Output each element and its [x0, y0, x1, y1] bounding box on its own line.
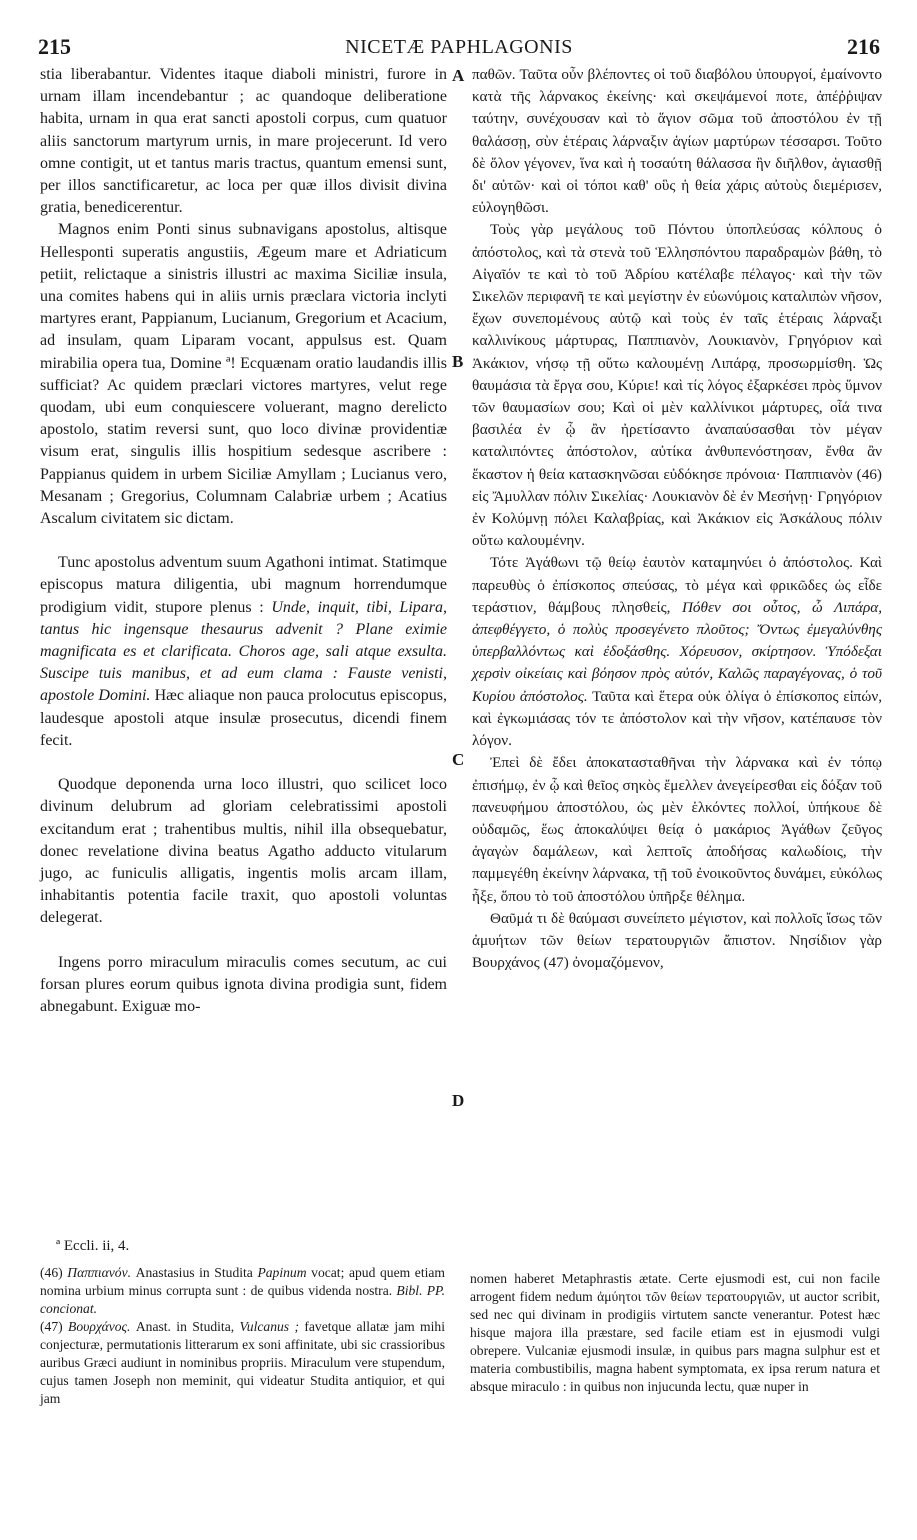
greek-column	[472, 64, 882, 974]
greek-paragraph: Ἐπεὶ δὲ ἔδει ἀποκατασταθῆναι τὴν λάρνακα καὶ ἐν τόπῳ ἐπισήμῳ, ἐν ᾧ καὶ θεῖος σηκὸς ἔμελλεν ἀνεγείρεσθαι εἰς δόξαν τοῦ πανευφήμου ἀποστόλου, ὡς μὲν ἑλκόντες πολλοί, ὑπήκουε δὲ οὐδαμῶς, ἕως ἀποκαλύψει θείᾳ ὁ μακάριος Ἀγάθων ζεῦγος ἀγαγὼν δαμάλεων, καὶ λεπτοῖς ἀποδήσας καλωδίοις, τὴν παμμεγέθη ἐκείνην λάρνακα, τῇ τοῦ ἐνοικοῦντος δυνάμει, εὐκόλως ἦξε, ὅπου τὸ τοῦ ἀποστόλου ὑπῆρξε θέλημα.	[472, 754, 882, 905]
greek-paragraph: παθῶν. Ταῦτα οὖν βλέποντες οἱ τοῦ διαβόλου ὑπουργοί, ἐμαίνοντο κατὰ τῆς λάρνακος ἐκείνης· καὶ σκεψάμενοί ποτε, ἀπέῤῥιψαν ταύτην, συνέχουσαν καὶ τὸ ἅγιον σῶμα τοῦ ἀποστόλου ἐν τῇ θαλάσσῃ, σὺν ἑτέραις λάρναξιν ἁγίων μαρτύρων τέσσαρσι. Τοῦτο δὲ ὅλον γέγονεν, ἵνα καὶ ἡ τοσαύτη θάλασσα ἣν διῆλθον, ἁγιασθῇ δι' αὐτῶν· καὶ οἱ τόποι καθ' οὓς ἡ θεία χάρις αὐτοὺς διεμέρισεν, εὐλογηθῶσι.	[472, 66, 882, 217]
note-text-italic: Vulcanus ;	[239, 1319, 299, 1334]
latin-paragraph: Ingens porro miraculum miraculis comes secutum, ac cui forsan plures eorum quibus ignota divina prodigia sunt, fidem abnegabunt. Exiguæ mo-	[40, 953, 447, 1015]
note-text-italic: Papinum	[257, 1265, 307, 1280]
latin-text: Hæc aliaque non pauca prolocutus episcopus, laudesque apostoli atque insulæ prosecutus, dicendi finem fecit.	[40, 687, 447, 749]
latin-paragraph: Quodque deponenda urna loco illustri, quo scilicet loco divinum delubrum ad gloriam celebratissimi apostoli excitandum erat ; trahentibus multis, nihil illa obsequebatur, donec revelatione divina beatus Agatho adducto vitularum jugo, ac funiculis alligatis, ingentis molis arcam illam, inhabitantis potentia facile traxit, quo apostoli voluntas delegerat.	[40, 776, 447, 927]
greek-text: Ταῦτα καὶ ἕτερα οὐκ ὀλίγα ὁ ἐπίσκοπος εἰπών, καὶ ἐγκωμιάσας τόν τε ἀπόστολον καὶ τὴν νῆσον, κατέπαυσε τὸν λόγον.	[472, 687, 882, 750]
note-text: Anast. in Studita,	[135, 1319, 235, 1334]
note-term: Βουρχάνος.	[68, 1319, 131, 1334]
greek-paragraph	[472, 552, 882, 752]
page-number-left: 215	[38, 34, 71, 59]
note-continuation: nomen haberet Metaphrastis ætate. Certe ejusmodi est, cui non facile arrogent fidem nedum ἀμύητοι τῶν θείων τερατουργιῶν, ut auctor scribit, sed nec qui divinam in prodigiis virtutem sancte venerantur. Potest hæc hisque majora illa præstare, sed facile etiam est in ejusmodi vulgi obrepere. Vulcaniæ ejusmodi insulæ, in quibus pars magna sulphur est et materia combustibilis, magna habent symptomata, ex ipsa rerum natura et absque miraculo : in quibus non injucunda lectu, quæ nuper in	[470, 1271, 880, 1394]
note-47	[40, 1318, 445, 1408]
section-marker-d: D	[452, 1091, 465, 1110]
note-text: vocat; apud quem etiam nomina urbium minus corrupta sunt : de quibus videnda nostra.	[40, 1265, 445, 1298]
note-text: Anastasius in Studita	[135, 1265, 253, 1280]
greek-text: Τότε Ἀγάθωνι τῷ θείῳ ἑαυτὸν καταμηνύει ὁ ἀπόστολος. Καὶ παρευθὺς ὁ ἐπίσκοπος σπεύσας, τὸ μέγα καὶ φρικῶδες ὡς εἶδε τεράστιον, θάμβους πλησθείς,	[472, 554, 882, 616]
latin-paragraph	[40, 552, 447, 752]
note-number: (46)	[40, 1265, 63, 1280]
section-marker-a: A	[452, 66, 465, 85]
footnote-reference: ª Eccli. ii, 4.	[56, 1238, 130, 1254]
latin-paragraph: Magnos enim Ponti sinus subnavigans apostolus, altisque Hellesponti superatis angustiis, Ægeum mare et Adriaticum petiit, relictaque a sinistris illustri ac maxima Siciliæ insula, una comites habens qui in aliis urnis præclara victoria inclyti martyres erant, Pappianum, Lucianum, Gregorium et Acacium, ad insulam, quam Liparam vocant, appulsus est. Quam mirabilia opera tua, Domine ª! Ecquænam oratio laudandis illis sufficiat? Ac quidem præclari victores martyres, velut rege quodam, ubi eum conquiescere voluerant, magno derelicto apostolo, statim reversi sunt, quo loco divinæ providentiæ visum erat, singulis illis hospitium sedesque ascribere : Pappianus quidem in urbem Siciliæ Amyllam ; Lucianus vero, Mesanam ; Gregorius, Columnam Calabriæ urbem ; Acatius Ascalum civitatem sic dictam.	[40, 221, 447, 528]
greek-paragraph: Τοὺς γὰρ μεγάλους τοῦ Πόντου ὑποπλεύσας κόλπους ὁ ἀπόστολος, καὶ τὰ στενὰ τοῦ Ἑλλησπόντου παραδραμὼν βάθη, τὸ Αἰγαῖόν τε καὶ τὸ τοῦ Ἀδρίου κατέλαβε πέλαγος· καὶ τὴν τῶν Σικελῶν περιφανῆ τε καὶ μεγίστην ἐν εὐωνύμοις καταλιπὼν νῆσον, ἔχων συνεπομένους αὐτῷ καὶ τοὺς ἐν ταῖς ἑτέραις λάρναξι καλλινίκους μάρτυρας, Παππιανὸν, Λουκιανὸν, Γρηγόριον καὶ Ἀκάκιον, νήσῳ τῇ οὕτω καλουμένῃ Λιπάρᾳ, προσωρμίσθη. Ὡς θαυμάσια τὰ ἔργα σου, Κύριε! καὶ τίς λόγος ἐξαρκέσει πρὸς ὕμνον τῶν θαυμασίων σου; Καὶ οἱ μὲν καλλίνικοι μάρτυρες, οἷά τινα βασιλέα ἐν ᾧ ἂν ἠρετίσαντο ἀναπαύσασθαι τὸν μέγαν καταλιπόντες ἀπόστολον, αὐτίκα ἀνθυπενόστησαν, ἔνθα ἂν ἕκαστον ἡ θεία κατασκηνῶσαι εὐδόκησε πρόνοια· Παππιανὸν (46) εἰς Ἄμυλλαν πόλιν Σικελίας· Λουκιανὸν δὲ ἐν Μεσήνῃ· Γρηγόριον ἐν Κολύμνῃ πόλει Καλαβρίας, καὶ Ἀκάκιον εἰς Ἀσκάλους πόλιν οὕτω καλουμένην.	[472, 221, 882, 550]
notes-column-left	[40, 1264, 445, 1408]
page-number-right: 216	[847, 34, 880, 59]
note-term: Παππιανόν.	[67, 1265, 132, 1280]
running-title: NICETÆ PAPHLAGONIS	[345, 36, 573, 58]
page-header	[38, 34, 880, 62]
latin-paragraph: stia liberabantur. Videntes itaque diaboli ministri, furore in urnam illam incendebantur ; ac quandoque deliberatione habita, urnam in qua erat sancti apostoli corpus, cum quatuor aliis sanctorum martyrum urnis, in mare projecerunt. Id vero omne contigit, ut et tantus maris tractus, quantum emensi sunt, per illos sanctificaretur, ac loca per quæ illos divisit divina gratia, benedicerentur.	[40, 66, 447, 217]
section-marker-b: B	[452, 352, 464, 371]
note-number: (47)	[40, 1319, 63, 1334]
notes-column-right	[470, 1270, 880, 1396]
latin-text: Tunc apostolus adventum suum Agathoni intimat. Statimque episcopus matura diligentia, ubi magnum horrendumque prodigium vidit, stupore plenus :	[40, 554, 447, 616]
latin-column	[40, 64, 447, 1018]
section-marker-c: C	[452, 750, 465, 769]
latin-italic-speech: Unde, inquit, tibi, Lipara, tantus hic ingensque thesaurus advenit ? Plane eximie magnificata es et clarificata. Choros age, sali atque exsulta. Suscipe tuis manibus, et ad eum clama : Fauste venisti, apostole Domini.	[40, 598, 447, 705]
note-46	[40, 1264, 445, 1318]
note-text-italic: Bibl. PP. concionat.	[40, 1283, 445, 1316]
greek-italic-speech: Πόθεν σοι οὗτος, ὦ Λιπάρα, ἀπεφθέγγετο, ὁ πολὺς προσεγένετο πλοῦτος; Ὄντως ἐμεγαλύνθης ὑπερβαλλόντως καὶ ἐδοξάσθης. Χόρευσον, σκίρτησον. Ὑπόδεξαι χερσὶν οἰκείαις καὶ βόησον πρὸς αὐτόν, Καλῶς παραγέγονας, ὁ τοῦ Κυρίου ἀπόστολος.	[472, 598, 883, 705]
note-text: favetque allatæ jam mihi conjecturæ, permutationis litterarum ex soni affinitate, ubi sic crassioribus auribus Græci audiunt in nominibus propriis. Miraculum vere stupendum, cujus tamen Joseph non meminit, qui videatur Studita antiquior, et qui jam	[40, 1319, 445, 1406]
greek-paragraph: Θαῦμά τι δὲ θαύμασι συνείπετο μέγιστον, καὶ πολλοῖς ἴσως τῶν ἀμυήτων τῶν θείων τερατουργιῶν ἄπιστον. Νησίδιον γὰρ Βουρχάνος (47) ὀνομαζόμενον,	[472, 909, 882, 972]
